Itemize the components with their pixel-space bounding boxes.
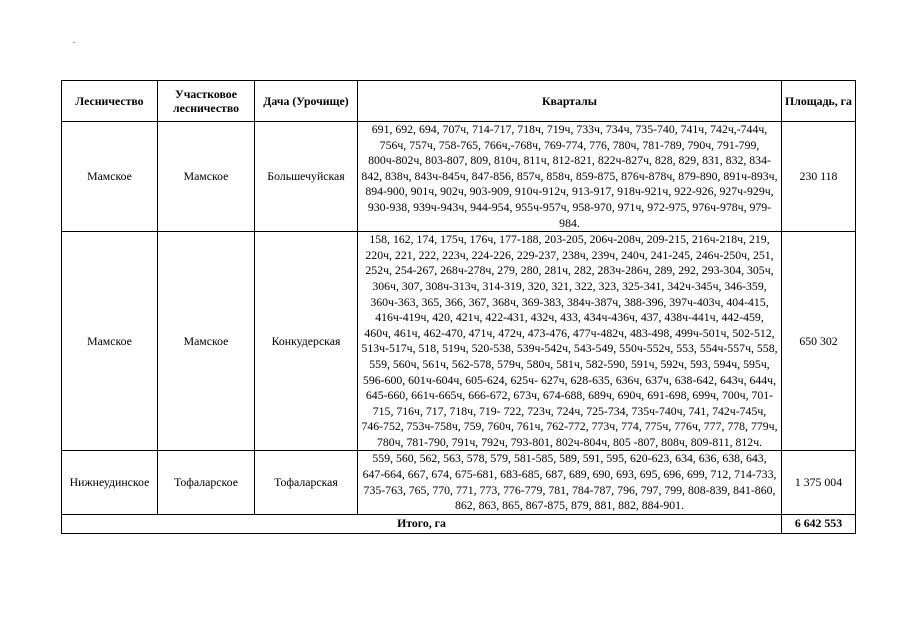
header-forestry: Лесничество	[62, 81, 158, 122]
cell-area: 230 118	[782, 122, 856, 232]
total-label: Итого, га	[62, 514, 782, 533]
total-value: 6 642 553	[782, 514, 856, 533]
header-dacha: Дача (Урочище)	[255, 81, 358, 122]
cell-forestry: Мамское	[62, 232, 158, 451]
cell-dacha: Большечуйская	[255, 122, 358, 232]
header-district-forestry: Участковое лесничество	[158, 81, 255, 122]
cell-dacha: Конкудерская	[255, 232, 358, 451]
cell-district-forestry: Мамское	[158, 232, 255, 451]
table-row	[62, 451, 856, 514]
cell-area: 650 302	[782, 232, 856, 451]
cell-district-forestry: Тофаларское	[158, 451, 255, 514]
cell-quarters: 691, 692, 694, 707ч, 714-717, 718ч, 719ч, 733ч, 734ч, 735-740, 741ч, 742ч,-744ч, 756ч, 757ч, 758-765, 766ч,-768ч, 769-774, 776, 780ч, 781-789, 790ч, 791-799, 800ч-802ч, 803-807, 809, 810ч, 811ч, 812-821, 822ч-827ч, 828, 829, 831, 832, 834-842, 838ч, 843ч-845ч, 847-856, 857ч, 858ч, 859-875, 876ч-878ч, 879-890, 891ч-893ч, 894-900, 901ч, 902ч, 903-909, 910ч-912ч, 913-917, 918ч-921ч, 922-926, 927ч-929ч, 930-938, 939ч-943ч, 944-954, 955ч-957ч, 958-970, 971ч, 972-975, 976ч-978ч, 979-984.	[358, 122, 782, 232]
table-row	[62, 122, 856, 232]
cell-district-forestry: Мамское	[158, 122, 255, 232]
header-quarters: Кварталы	[358, 81, 782, 122]
cell-forestry: Нижнеудинское	[62, 451, 158, 514]
cell-forestry: Мамское	[62, 122, 158, 232]
cell-quarters: 158, 162, 174, 175ч, 176ч, 177-188, 203-205, 206ч-208ч, 209-215, 216ч-218ч, 219, 220ч, 221, 222, 223ч, 224-226, 229-237, 238ч, 239ч, 240ч, 241-245, 246ч-250ч, 251, 252ч, 254-267, 268ч-278ч, 279, 280, 281ч, 282, 283ч-286ч, 289, 292, 293-304, 305ч, 306ч, 307, 308ч-313ч, 314-319, 320, 321, 322, 323, 325-341, 342ч-345ч, 346-359, 360ч-363, 365, 366, 367, 368ч, 369-383, 384ч-387ч, 388-396, 397ч-403ч, 404-415, 416ч-419ч, 420, 421ч, 422-431, 432ч, 433, 434ч-436ч, 437, 438ч-441ч, 442-459, 460ч, 461ч, 462-470, 471ч, 472ч, 473-476, 477ч-482ч, 483-498, 499ч-501ч, 502-512, 513ч-517ч, 518, 519ч, 520-538, 539ч-542ч, 543-549, 550ч-552ч, 553, 554ч-557ч, 558, 559, 560ч, 561ч, 562-578, 579ч, 580ч, 581ч, 582-590, 591ч, 592ч, 593, 594ч, 595ч, 596-600, 601ч-604ч, 605-624, 625ч- 627ч, 628-635, 636ч, 637ч, 638-642, 643ч, 644ч, 645-660, 661ч-665ч, 666-672, 673ч, 674-688, 689ч, 690ч, 691-698, 699ч, 700ч, 701-715, 716ч, 717, 718ч, 719- 722, 723ч, 724ч, 725-734, 735ч-740ч, 741, 742ч-745ч, 746-752, 753ч-758ч, 759, 760ч, 761ч, 762-772, 773ч, 774, 775ч, 776ч, 777, 778, 779ч, 780ч, 781-790, 791ч, 792ч, 793-801, 802ч-804ч, 805 -807, 808ч, 809-811, 812ч.	[358, 232, 782, 451]
cell-dacha: Тофаларская	[255, 451, 358, 514]
cell-area: 1 375 004	[782, 451, 856, 514]
total-row	[62, 514, 856, 533]
scan-speck	[73, 42, 75, 43]
header-area: Площадь, га	[782, 81, 856, 122]
header-row	[62, 81, 856, 122]
forest-quarters-table	[61, 80, 856, 534]
cell-quarters: 559, 560, 562, 563, 578, 579, 581-585, 589, 591, 595, 620-623, 634, 636, 638, 643, 647-664, 667, 674, 675-681, 683-685, 687, 689, 690, 693, 695, 696, 699, 712, 714-733, 735-763, 765, 770, 771, 773, 776-779, 781, 784-787, 796, 797, 799, 808-839, 841-860, 862, 863, 865, 867-875, 879, 881, 882, 884-901.	[358, 451, 782, 514]
table-row	[62, 232, 856, 451]
